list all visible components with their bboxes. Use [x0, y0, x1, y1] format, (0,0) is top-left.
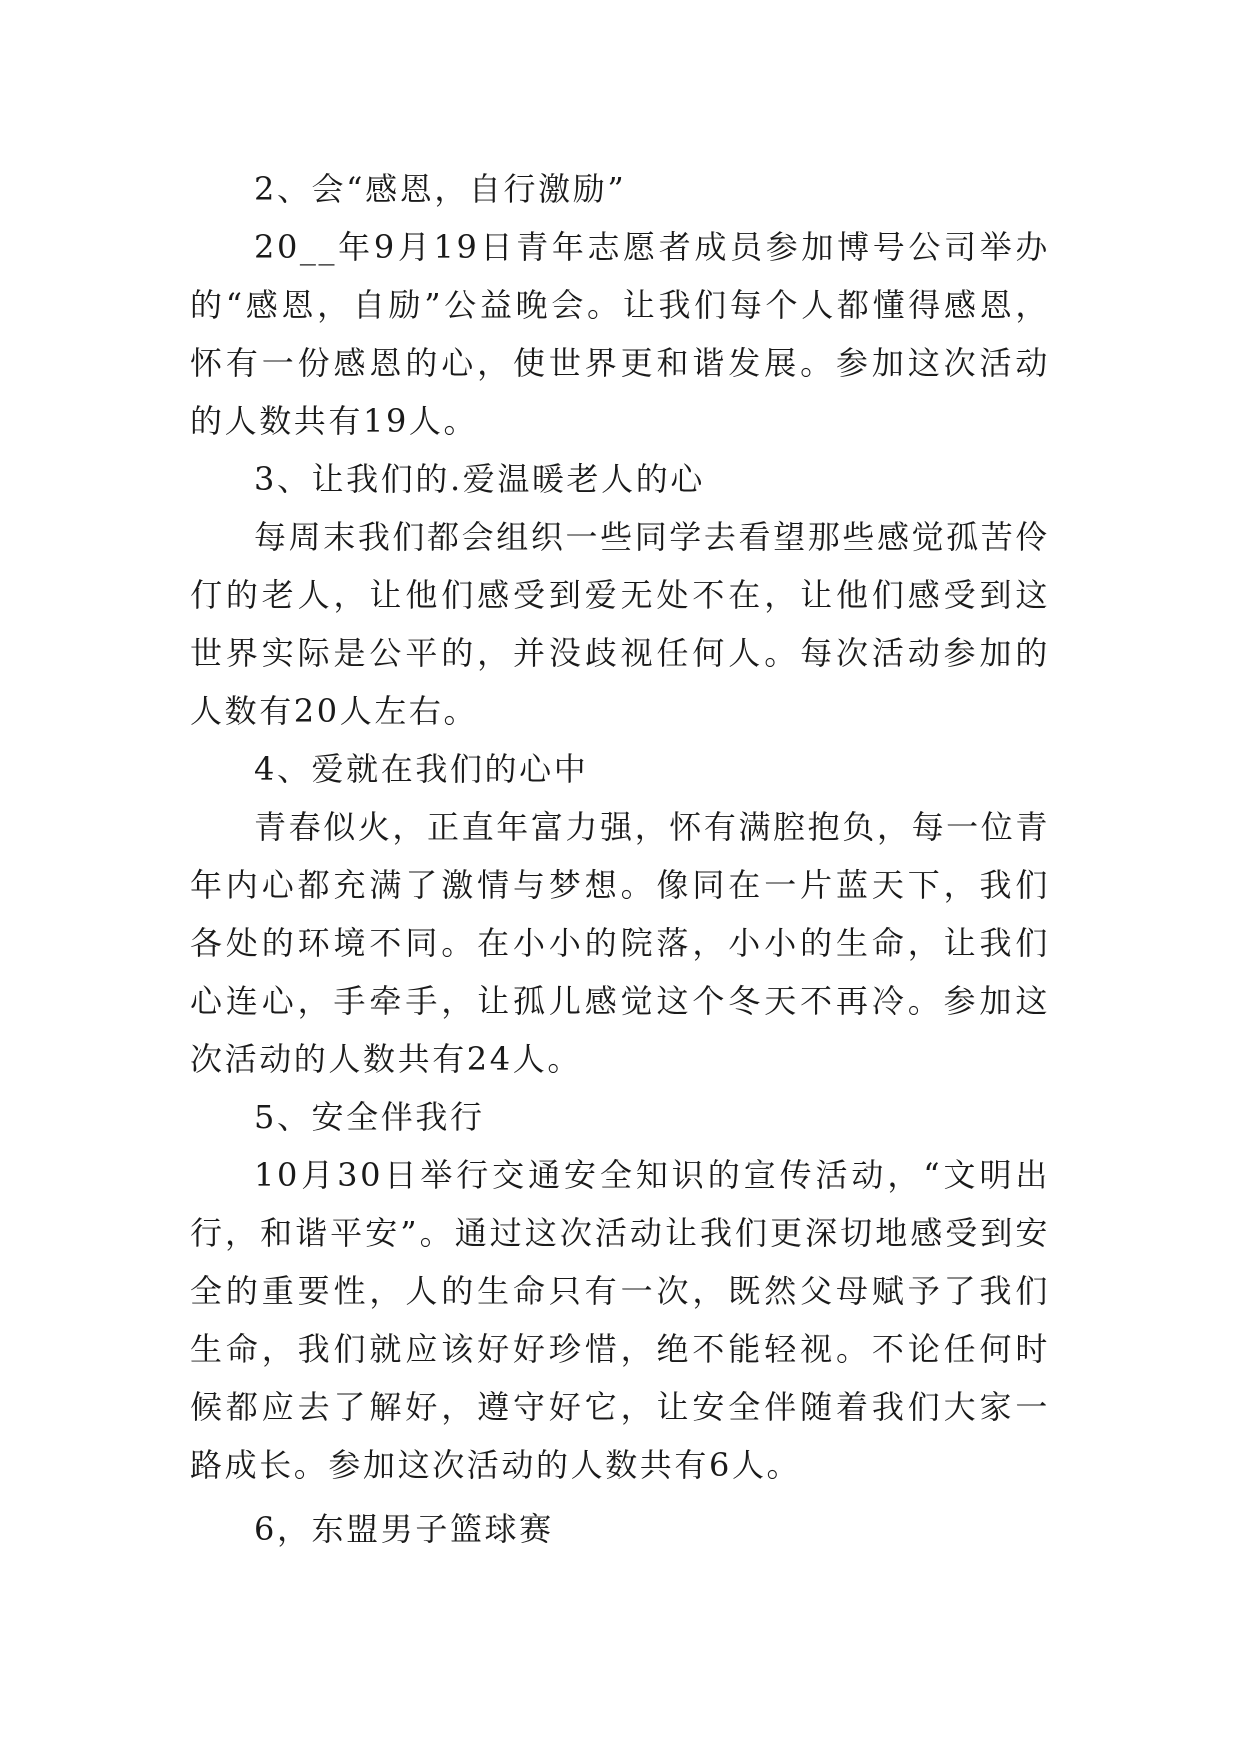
- document-body: [190, 160, 1050, 1558]
- section-heading-3: 3、让我们的.爱温暖老人的心: [254, 460, 705, 498]
- section-paragraph-4: 青春似火，正直年富力强，怀有满腔抱负，每一位青年内心都充满了激情与梦想。像同在一片蓝天下，我们各处的环境不同。在小小的院落，小小的生命，让我们心连心，手牵手，让孤儿感觉这个冬天不再冷。参加这次活动的人数共有24人。: [190, 808, 1050, 1078]
- section-paragraph-2: 20__年9月19日青年志愿者成员参加博号公司举办的“感恩，自励”公益晚会。让我们每个人都懂得感恩，怀有一份感恩的心，使世界更和谐发展。参加这次活动的人数共有19人。: [190, 228, 1050, 440]
- section-paragraph-5: 10月30日举行交通安全知识的宣传活动，“文明出行，和谐平安”。通过这次活动让我们更深切地感受到安全的重要性，人的生命只有一次，既然父母赋予了我们生命，我们就应该好好珍惜，绝不能轻视。不论任何时候都应去了解好，遵守好它，让安全伴随着我们大家一路成长。参加这次活动的人数共有6人。: [190, 1156, 1050, 1484]
- section-heading-4: 4、爱就在我们的心中: [254, 750, 589, 788]
- section-heading-5: 5、安全伴我行: [254, 1098, 485, 1136]
- section-paragraph-3: 每周末我们都会组织一些同学去看望那些感觉孤苦伶仃的老人，让他们感受到爱无处不在，让他们感受到这世界实际是公平的，并没歧视任何人。每次活动参加的人数有20人左右。: [190, 518, 1050, 730]
- section-heading-2: 2、会“感恩，自行激励”: [254, 170, 627, 208]
- section-heading-6: 6，东盟男子篮球赛: [254, 1510, 554, 1548]
